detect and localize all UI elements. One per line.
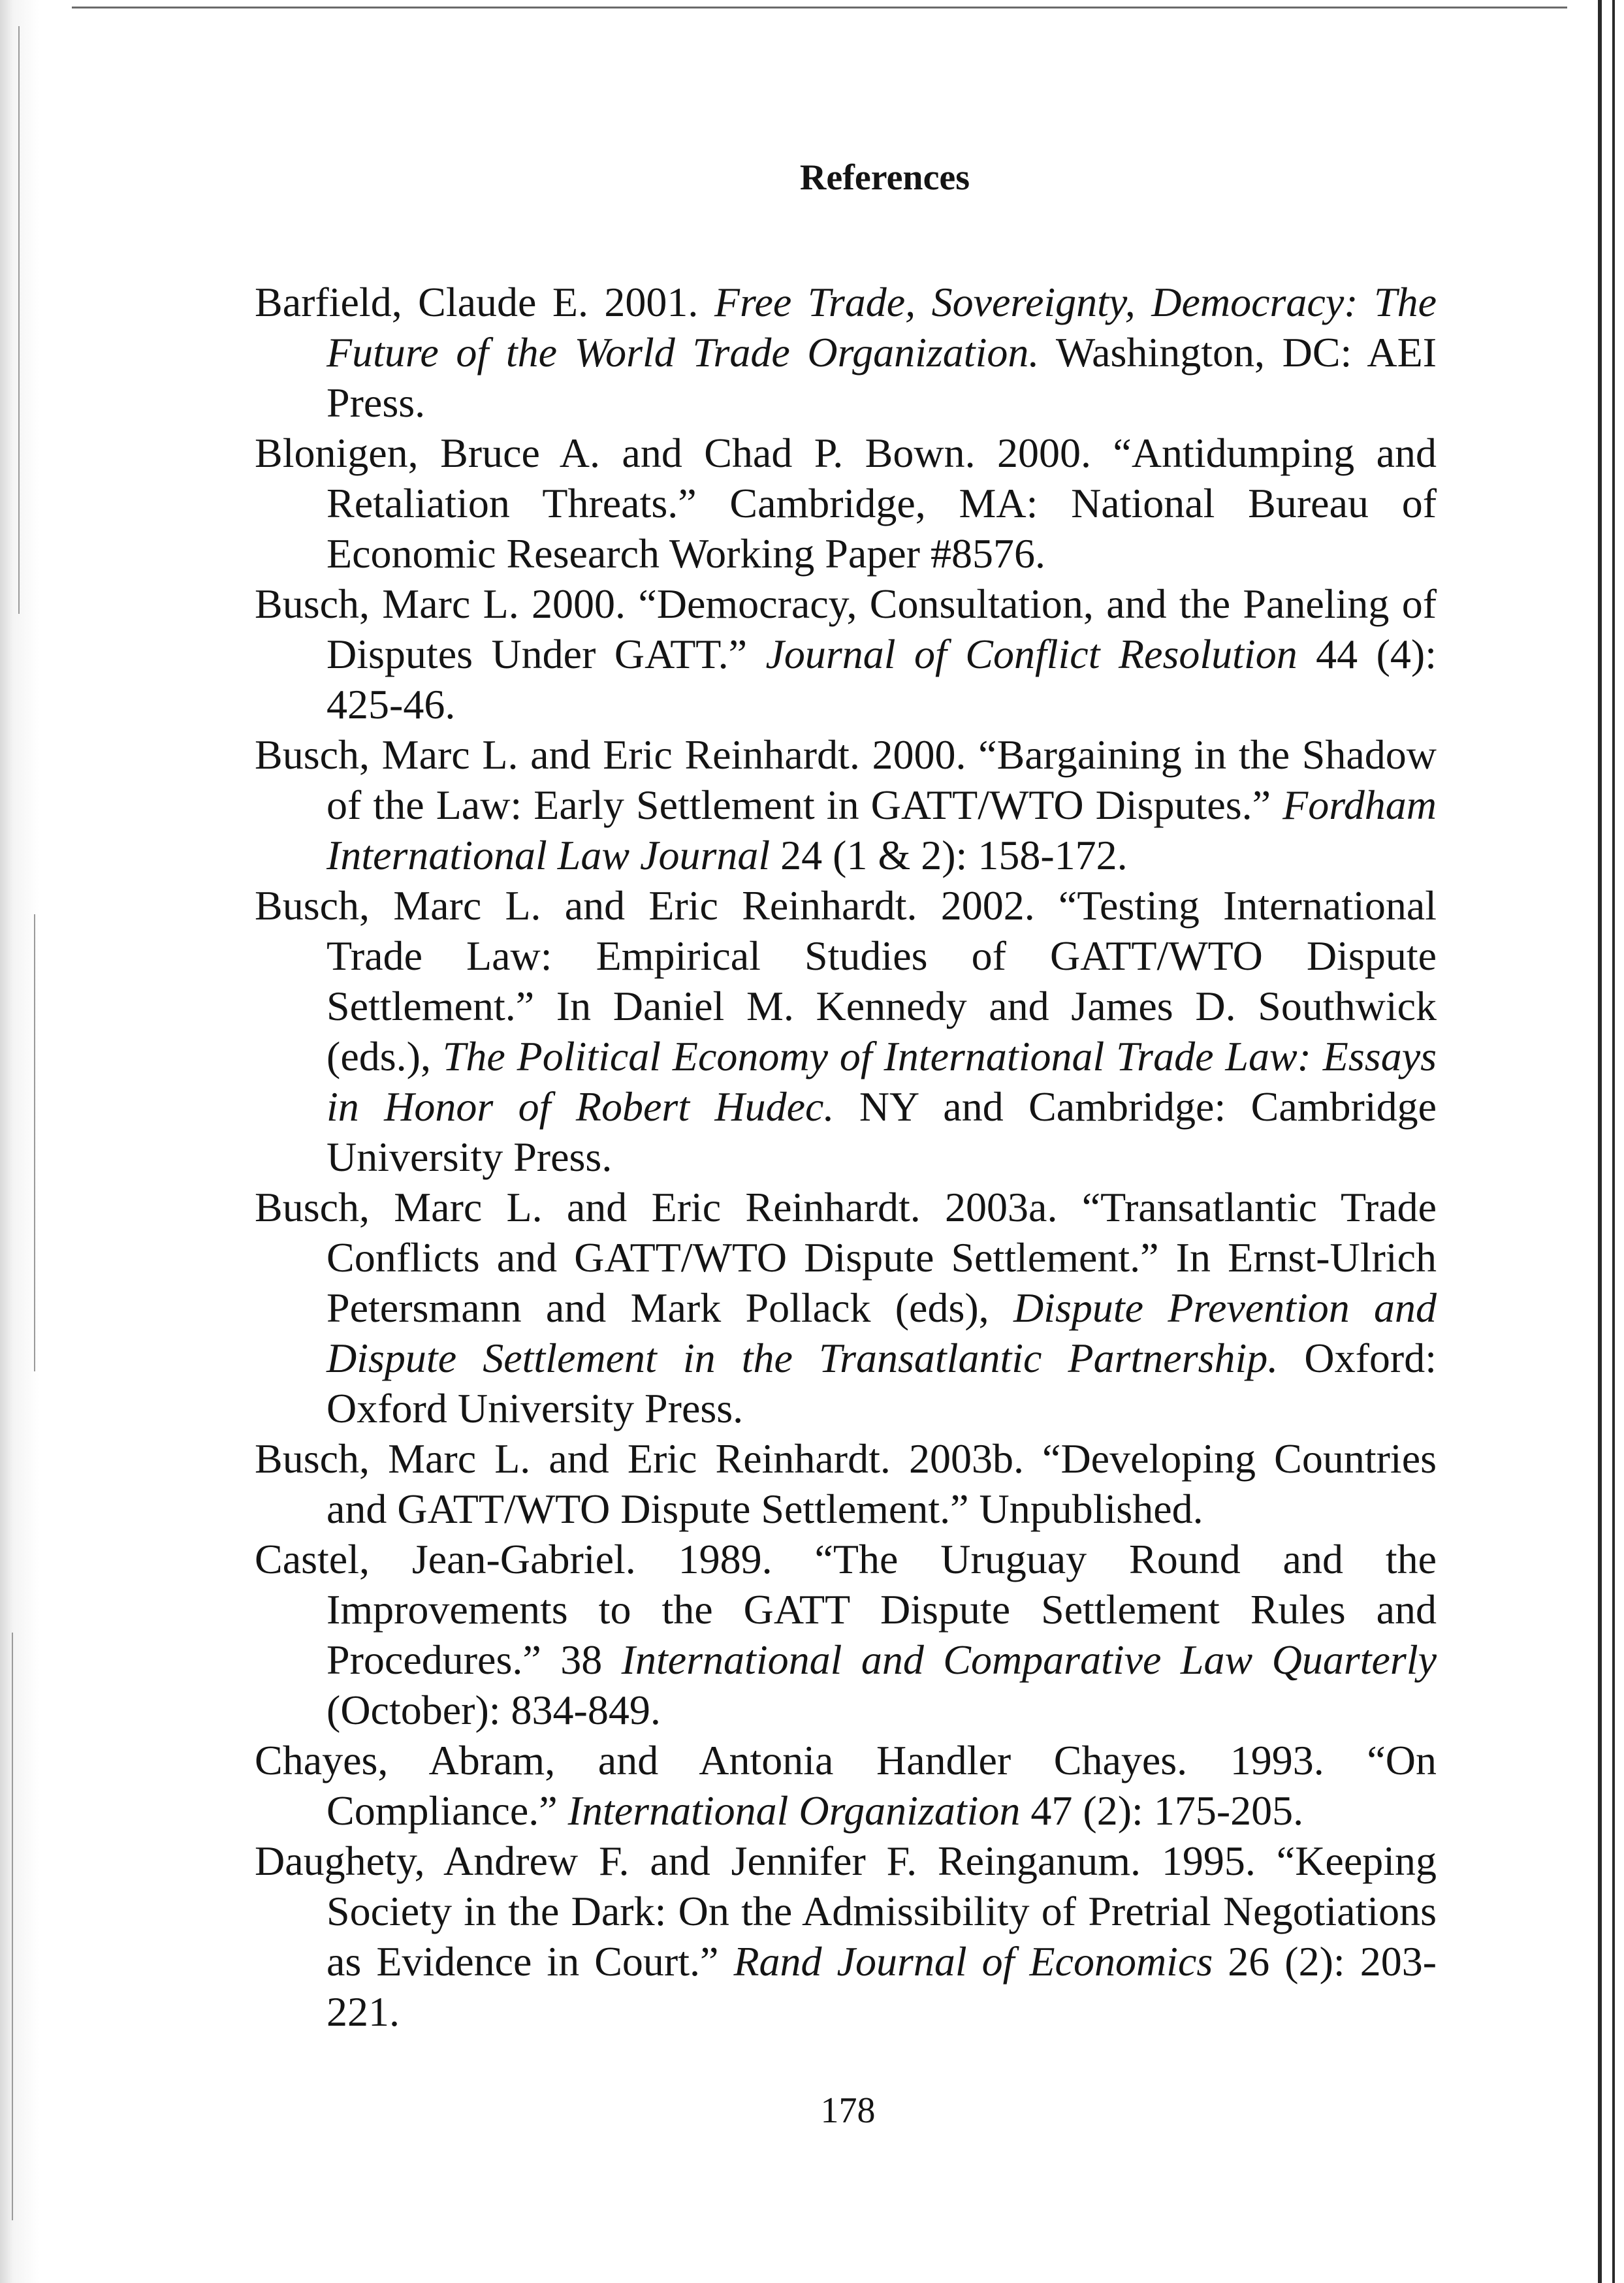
reference-publication-title: International and Comparative Law Quarterly <box>621 1636 1437 1683</box>
reference-text: Busch, Marc L. and Eric Reinhardt. 2000. “Bargaining in the Shadow of the Law: Early Settlement in GATT/WTO Disputes.” <box>255 731 1437 828</box>
reference-entry <box>255 1534 1437 1735</box>
scan-binding-line <box>1598 0 1602 2283</box>
reference-text: Daughety, Andrew F. and Jennifer F. Reinganum. 1995. “Keeping Society in the Dark: On the Admissibility of Pretrial Negotiations as Evidence in Court.” <box>255 1838 1437 1985</box>
reference-publication-title: Free Trade, Sovereignty, Democracy: The Future of the World Trade Organization. <box>326 279 1437 375</box>
scan-artifact-line <box>12 1633 13 2220</box>
reference-publication-title: Journal of Conflict Resolution <box>765 631 1298 677</box>
reference-publication-title: The Political Economy of International Trade Law: Essays in Honor of Robert Hudec. <box>326 1033 1437 1130</box>
reference-entry <box>255 880 1437 1182</box>
reference-entry <box>255 277 1437 428</box>
references-page <box>255 157 1437 2037</box>
reference-publication-title: Fordham International Law Journal <box>326 782 1437 878</box>
reference-text: Busch, Marc L. and Eric Reinhardt. 2002. “Testing International Trade Law: Empirical Studies of GATT/WTO Dispute Settlement.” In Daniel M. Kennedy and James D. Southwick (eds.), <box>255 882 1437 1079</box>
scan-left-margin <box>0 0 72 2283</box>
reference-text: Busch, Marc L. and Eric Reinhardt. 2003b. “Developing Countries and GATT/WTO Dispute Settlement.” Unpublished. <box>255 1435 1437 1532</box>
reference-text: Oxford: Oxford University Press. <box>326 1335 1437 1431</box>
page-number: 178 <box>820 2090 876 2131</box>
scan-top-edge-line <box>0 7 1567 8</box>
reference-entry <box>255 1182 1437 1433</box>
reference-text: 47 (2): 175-205. <box>1020 1787 1304 1834</box>
scan-binding-line <box>1612 0 1615 2283</box>
reference-entry <box>255 1836 1437 2037</box>
reference-text: 26 (2): 203-221. <box>326 1938 1437 2035</box>
reference-entry <box>255 1735 1437 1836</box>
reference-list <box>255 277 1437 2037</box>
reference-entry <box>255 428 1437 579</box>
reference-publication-title: Rand Journal of Economics <box>733 1938 1213 1985</box>
reference-text: 44 (4): 425-46. <box>326 631 1437 727</box>
scan-right-margin <box>1578 0 1624 2283</box>
scan-artifact-line <box>18 26 20 614</box>
reference-text: Blonigen, Bruce A. and Chad P. Bown. 2000. “Antidumping and Retaliation Threats.” Cambridge, MA: National Bureau of Economic Research Working Paper #8576. <box>255 430 1437 577</box>
reference-text: 24 (1 & 2): 158-172. <box>770 832 1128 878</box>
reference-text: Busch, Marc L. 2000. “Democracy, Consultation, and the Paneling of Disputes Under GATT.” <box>255 581 1437 677</box>
reference-text: Barfield, Claude E. 2001. <box>255 279 714 325</box>
reference-text: NY and Cambridge: Cambridge University Press. <box>326 1083 1437 1180</box>
reference-publication-title: International Organization <box>567 1787 1021 1834</box>
scan-artifact-line <box>34 914 35 1371</box>
reference-text: Busch, Marc L. and Eric Reinhardt. 2003a. “Transatlantic Trade Conflicts and GATT/WTO Dispute Settlement.” In Ernst-Ulrich Petersmann and Mark Pollack (eds), <box>255 1184 1437 1331</box>
reference-text: (October): 834-849. <box>326 1687 661 1733</box>
reference-text: Castel, Jean-Gabriel. 1989. “The Uruguay Round and the Improvements to the GATT Dispute Settlement Rules and Procedures.” 38 <box>255 1536 1437 1683</box>
reference-publication-title: Dispute Prevention and Dispute Settlement in the Transatlantic Partnership. <box>326 1285 1437 1381</box>
reference-entry <box>255 1433 1437 1534</box>
page-title: References <box>799 157 970 198</box>
reference-entry <box>255 579 1437 729</box>
reference-text: Chayes, Abram, and Antonia Handler Chayes. 1993. “On Compliance.” <box>255 1737 1437 1834</box>
reference-text: Washington, DC: AEI Press. <box>326 329 1437 426</box>
reference-entry <box>255 729 1437 880</box>
